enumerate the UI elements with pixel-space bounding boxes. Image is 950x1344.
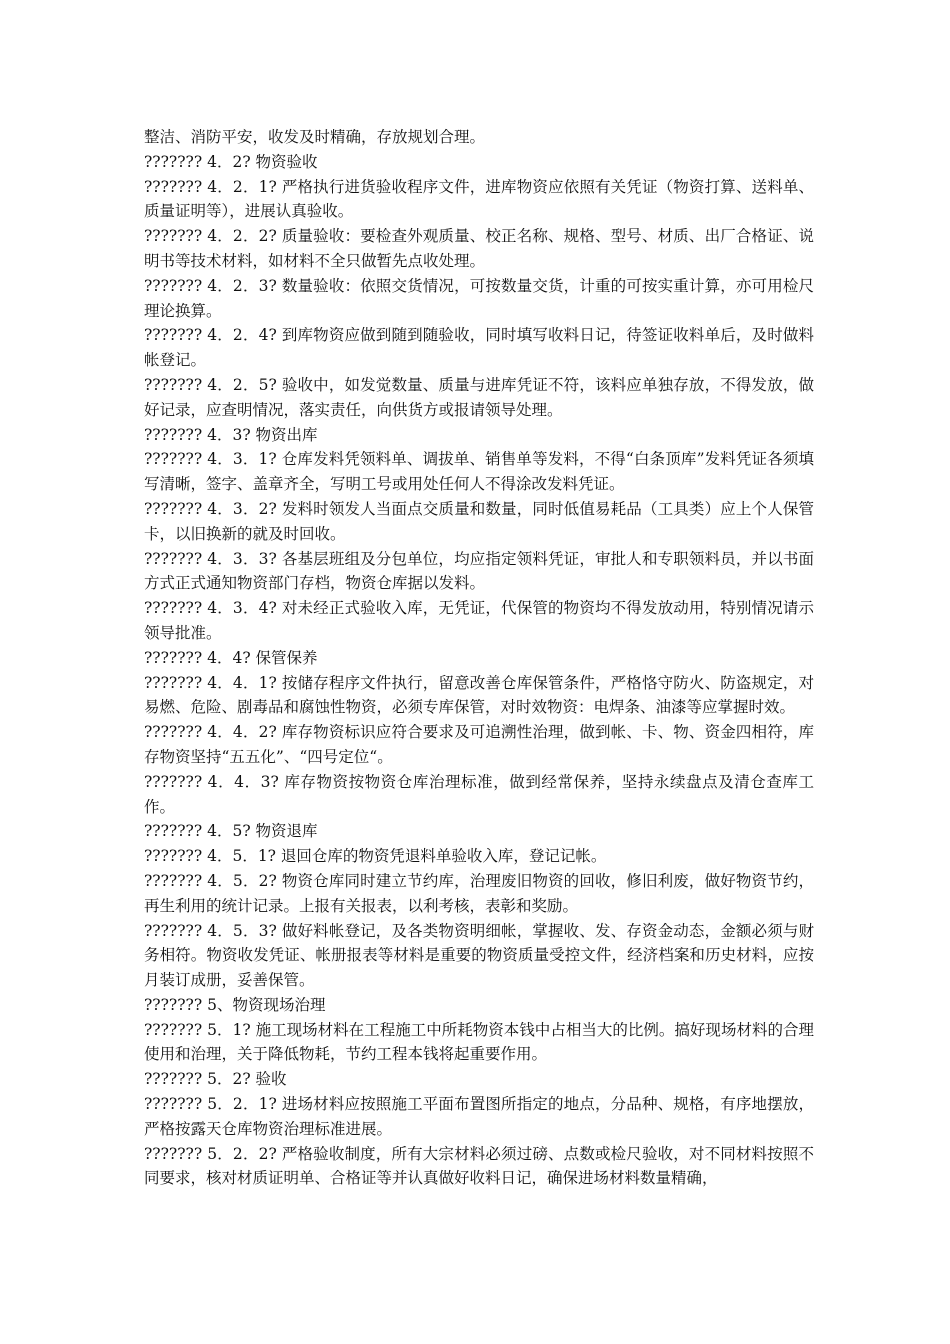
paragraph: 整洁、消防平安，收发及时精确，存放规划合理。 (144, 128, 486, 146)
document-body (144, 125, 814, 1191)
paragraph: ??????? 4．3．4? 对未经正式验收入库，无凭证，代保管的物资均不得发放动用，特别情况请示领导批准。 (144, 599, 815, 642)
paragraph: ??????? 4．2．4? 到库物资应做到随到随验收，同时填写收料日记，待签证收料单后，及时做料帐登记。 (144, 326, 815, 370)
paragraph: ??????? 4．4．1? 按储存程序文件执行，留意改善仓库保管条件，严格恪守防火、防盗规定，对易燃、危险、剧毒品和腐蚀性物资，必须专库保管，对时效物资：电焊条、油漆等应掌握时效。 (144, 673, 815, 717)
section-heading: ??????? 5．2? 验收 (144, 1070, 287, 1089)
paragraph: ??????? 4．4．3? 库存物资按物资仓库治理标准，做到经常保养，坚持永续盘点及清仓查库工作。 (144, 772, 814, 816)
paragraph: ??????? 5．1? 施工现场材料在工程施工中所耗物资本钱中占相当大的比例。搞好现场材料的合理使用和治理，关于降低物耗，节约工程本钱将起重要作用。 (144, 1020, 814, 1064)
paragraph: ??????? 4．2．3? 数量验收：依照交货情况，可按数量交货，计重的可按实重计算，亦可用检尺理论换算。 (144, 276, 815, 320)
section-heading: ??????? 5、物资现场治理 (144, 995, 326, 1014)
paragraph: ??????? 4．5．3? 做好料帐登记，及各类物资明细帐，掌握收、发、存资金动态，金额必须与财务相符。物资收发凭证、帐册报表等材料是重要的物资质量受控文件，经济档案和历史材料，应按月装订成册，妥善保管。 (144, 921, 815, 990)
section-heading: ??????? 4．5? 物资退库 (144, 822, 318, 841)
section-heading: ??????? 4．3? 物资出库 (144, 425, 318, 444)
paragraph: ??????? 4．5．2? 物资仓库同时建立节约库，治理废旧物资的回收，修旧利废，做好物资节约，再生利用的统计记录。上报有关报表，以利考核，表彰和奖励。 (144, 871, 815, 915)
paragraph: ??????? 4．5．1? 退回仓库的物资凭退料单验收入库，登记记帐。 (144, 847, 607, 866)
paragraph: ??????? 4．2．1? 严格执行进货验收程序文件，进库物资应依照有关凭证（物资打算、送料单、质量证明等），进展认真验收。 (144, 177, 815, 221)
section-heading: ??????? 4．2? 物资验收 (144, 152, 318, 171)
paragraph: ??????? 5．2．1? 进场材料应按照施工平面布置图所指定的地点，分品种、规格，有序地摆放，严格按露天仓库物资治理标准进展。 (144, 1095, 815, 1138)
paragraph: ??????? 4．3．3? 各基层班组及分包单位，均应指定领料凭证，审批人和专职领料员，并以书面方式正式通知物资部门存档，物资仓库据以发料。 (144, 549, 815, 593)
paragraph: ??????? 4．3．2? 发料时领发人当面点交质量和数量，同时低值易耗品（工具类）应上个人保管卡，以旧换新的就及时回收。 (144, 499, 815, 543)
paragraph: ??????? 4．3．1? 仓库发料凭领料单、调拔单、销售单等发料，不得“白条顶库”发料凭证各须填写清晰，签字、盖章齐全，写明工号或用处任何人不得涂改发料凭证。 (144, 450, 814, 494)
paragraph: ??????? 4．2．5? 验收中，如发觉数量、质量与进库凭证不符，该料应单独存放，不得发放，做好记录，应查明情况，落实责任，向供货方或报请领导处理。 (144, 375, 815, 419)
section-heading: ??????? 4．4? 保管保养 (144, 648, 318, 667)
paragraph: ??????? 4．2．2? 质量验收：要检查外观质量、校正名称、规格、型号、材质、出厂合格证、说明书等技术材料，如材料不全只做暂先点收处理。 (144, 227, 815, 270)
paragraph: ??????? 4．4．2? 库存物资标识应符合要求及可追溯性治理，做到帐、卡、物、资金四相符，库存物资坚持“五五化”、“四号定位“。 (144, 723, 815, 766)
paragraph: ??????? 5．2．2? 严格验收制度，所有大宗材料必须过磅、点数或检尺验收，对不同材料按照不同要求，核对材质证明单、合格证等并认真做好收料日记，确保进场材料数量精确， (144, 1144, 815, 1188)
